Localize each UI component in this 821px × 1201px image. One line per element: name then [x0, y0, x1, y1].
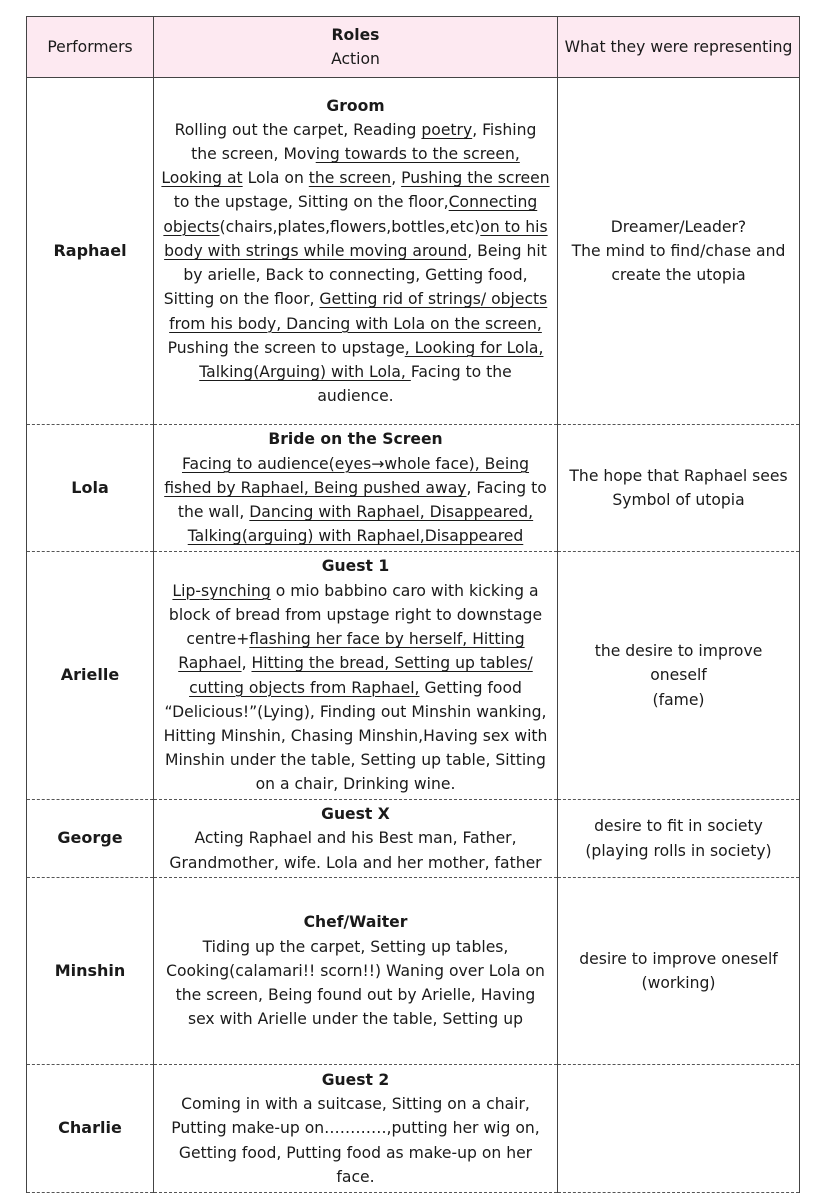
role-action-cell	[154, 552, 558, 800]
role-title: Chef/Waiter	[303, 913, 408, 932]
action-segment-underlined: Connecting objects	[163, 193, 538, 236]
action-segment: ,	[241, 654, 252, 673]
performer-cell: Arielle	[27, 552, 154, 800]
role-title: Guest 2	[321, 1070, 390, 1089]
performer-cell: Raphael	[27, 78, 154, 425]
role-action-cell	[154, 78, 558, 425]
header-representing-text: What they were representing	[564, 37, 793, 56]
representing-line: The mind to find/chase and create the utopia	[571, 241, 786, 285]
action-segment-underlined: Looking at	[161, 169, 243, 188]
action-segment: Facing to the audience.	[317, 362, 512, 406]
action-segment-underlined: Lip-synching	[172, 581, 271, 600]
table-row	[27, 552, 800, 800]
representing-line: Dreamer/Leader?	[610, 217, 747, 236]
action-text	[160, 1092, 551, 1189]
header-roles-action	[154, 17, 558, 78]
representing-cell	[558, 878, 800, 1065]
representing-line: (fame)	[652, 690, 705, 709]
representing-cell	[558, 1065, 800, 1193]
action-segment: Rolling out the carpet, Reading	[174, 120, 422, 139]
performer-cell: George	[27, 800, 154, 878]
table-row	[27, 1065, 800, 1193]
table-row	[27, 800, 800, 878]
action-segment-underlined: Dancing with Raphael, Disappeared, Talking(arguing) with Raphael,Disappeared	[187, 503, 534, 546]
action-segment: Pushing the screen to upstage	[167, 338, 405, 357]
role-title: Bride on the Screen	[268, 430, 443, 449]
representing-cell	[558, 552, 800, 800]
performer-cell: Minshin	[27, 878, 154, 1065]
action-segment-underlined: the screen	[308, 169, 392, 188]
representing-cell	[558, 78, 800, 425]
action-text	[160, 579, 551, 797]
performer-cell: Charlie	[27, 1065, 154, 1193]
action-segment-underlined: poetry	[421, 120, 473, 139]
table-row	[27, 425, 800, 552]
header-row	[27, 17, 800, 78]
representing-cell	[558, 425, 800, 552]
representing-line: Symbol of utopia	[612, 491, 745, 509]
header-representing	[558, 17, 800, 78]
action-segment-underlined: on to his body with strings while moving around	[164, 217, 548, 260]
action-segment: (chairs,plates,flowers,bottles,etc)	[219, 217, 481, 236]
role-action-cell	[154, 425, 558, 552]
action-segment-underlined: Hitting the bread, Setting up tables/ cutting objects from Raphael,	[189, 654, 533, 697]
action-segment-underlined: Pushing the screen	[401, 169, 550, 188]
representing-line: The hope that Raphael sees	[569, 466, 788, 485]
representing-line: (playing rolls in society)	[585, 841, 772, 860]
representing-line: desire to improve oneself	[579, 949, 778, 968]
table-row	[27, 78, 800, 425]
action-segment-underlined: Getting rid of strings/ objects from his body, Dancing with Lola on the screen,	[169, 290, 548, 333]
role-title: Guest 1	[321, 557, 390, 576]
representing-cell	[558, 800, 800, 878]
action-segment: ,	[391, 169, 402, 188]
header-action: Action	[331, 50, 380, 68]
action-text	[160, 452, 551, 549]
role-title: Guest X	[321, 805, 390, 824]
action-segment: Coming in with a suitcase, Sitting on a chair, Putting make-up on…………,putting her wig on, Getting food, Putting food as make-up on her face.	[171, 1095, 540, 1186]
action-text	[160, 935, 551, 1032]
action-segment: , Being hit by arielle, Back to connecting, Getting food, Sitting on the floor,	[163, 241, 547, 309]
action-segment: to the upstage, Sitting on the floor,	[173, 193, 449, 212]
role-action-cell	[154, 800, 558, 878]
roles-table	[26, 16, 800, 1193]
action-segment: , Facing to the wall,	[177, 478, 547, 522]
role-action-cell	[154, 878, 558, 1065]
action-text	[160, 118, 551, 408]
action-segment: Lola on	[242, 169, 309, 188]
action-segment: Tiding up the carpet, Setting up tables, Cooking(calamari!! scorn!!) Waning over Lola on the screen, Being found out by Arielle, Having sex with Arielle under the table, Setting up	[166, 937, 545, 1029]
role-title: Groom	[326, 96, 385, 115]
action-text	[160, 826, 551, 874]
action-segment-underlined: Facing to audience(eyes→whole face), Being fished by Raphael, Being pushed away	[164, 454, 530, 497]
action-segment-underlined: ing towards to the screen,	[315, 145, 520, 164]
action-segment: Getting food “Delicious!”(Lying), Finding out Minshin wanking, Hitting Minshin, Chasing Minshin,Having sex with Minshin under the table, Setting up table, Sitting on a chair, Drinking wine.	[163, 678, 548, 794]
table-row	[27, 878, 800, 1065]
header-roles: Roles	[331, 25, 380, 44]
action-segment: , Fishing the screen, Mov	[191, 120, 537, 164]
action-segment: o mio babbino caro with kicking a block of bread from upstage right to downstage centre+	[168, 581, 543, 649]
header-performers: Performers	[27, 17, 154, 78]
action-segment-underlined: flashing her face by herself, Hitting Raphael	[178, 630, 525, 673]
action-segment: Acting Raphael and his Best man, Father, Grandmother, wife. Lola and her mother, father	[169, 829, 542, 872]
representing-line: (working)	[641, 974, 716, 992]
performer-cell: Lola	[27, 425, 154, 552]
representing-line: desire to fit in society	[594, 817, 763, 836]
action-segment-underlined: , Looking for Lola, Talking(Arguing) with Lola,	[199, 338, 544, 381]
role-action-cell	[154, 1065, 558, 1193]
representing-line: the desire to improve oneself	[594, 642, 763, 685]
